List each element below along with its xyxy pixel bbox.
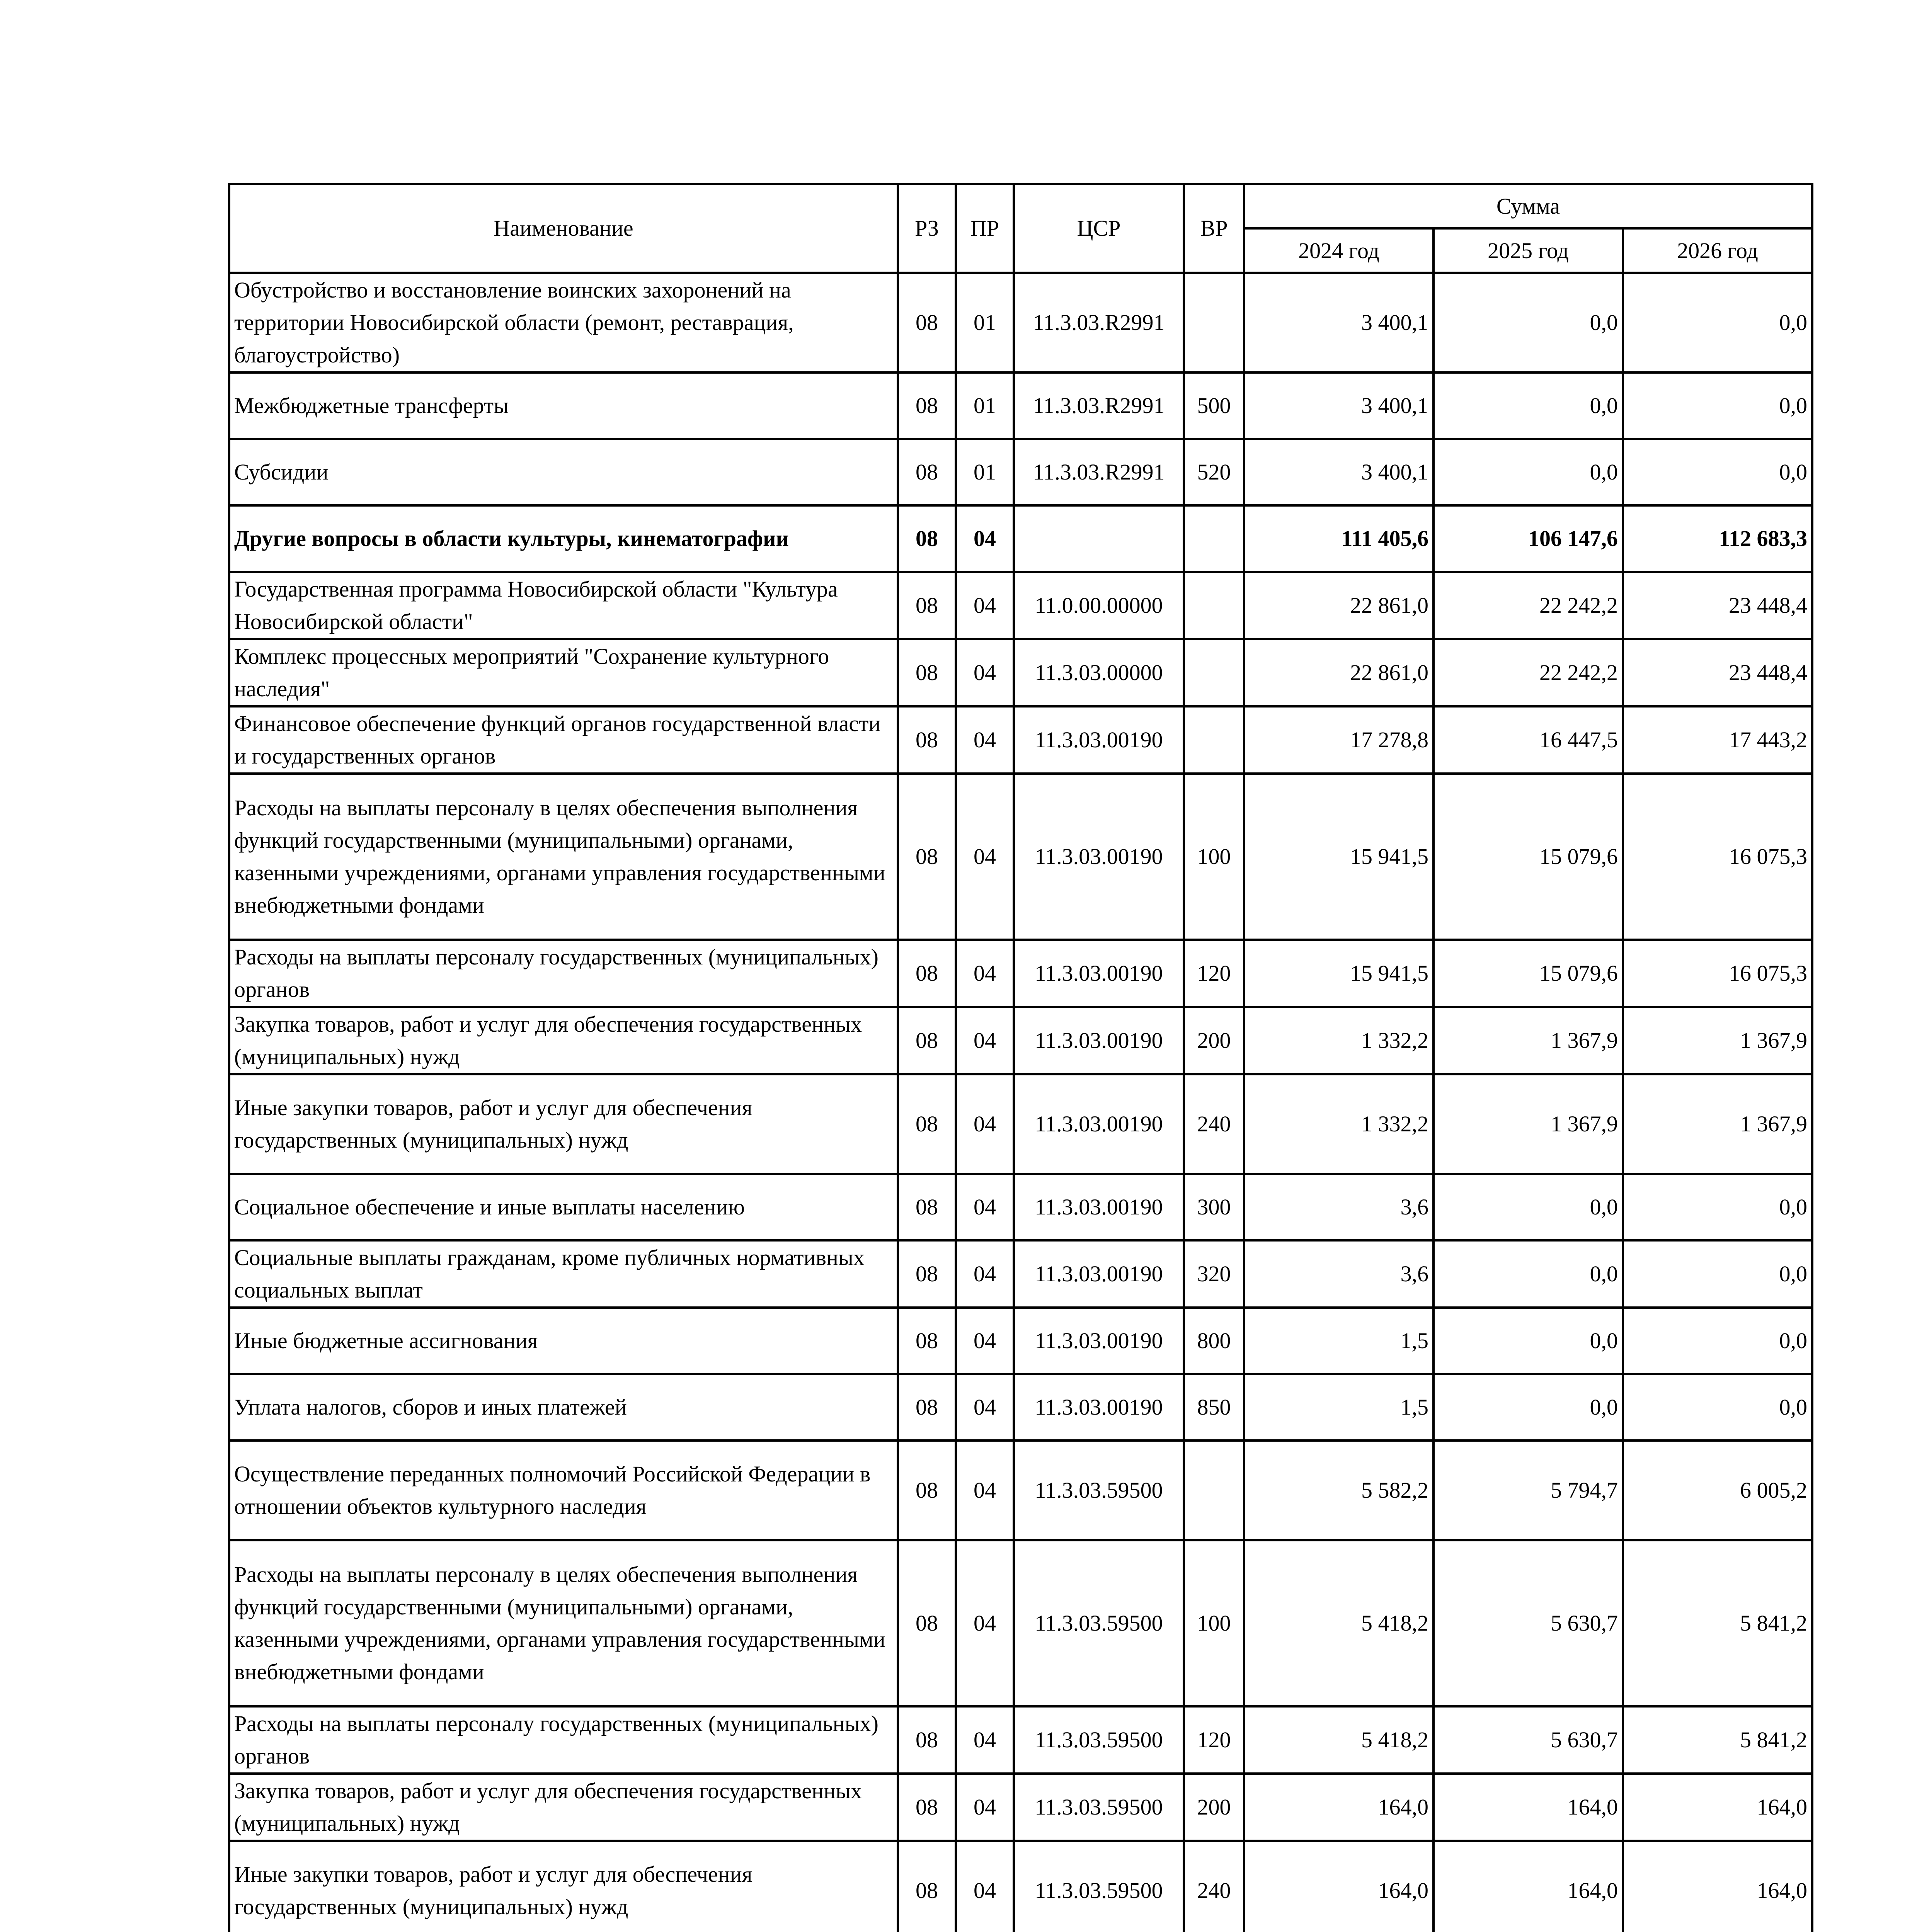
row-vr xyxy=(1184,505,1244,572)
row-vr xyxy=(1184,1440,1244,1540)
row-name: Расходы на выплаты персоналу государственных (муниципальных) органов xyxy=(229,940,898,1007)
row-name: Другие вопросы в области культуры, кинематографии xyxy=(229,505,898,572)
row-csr: 11.3.03.00190 xyxy=(1014,706,1184,774)
row-sum-2025: 0,0 xyxy=(1433,1174,1623,1240)
row-rz: 08 xyxy=(898,1174,956,1240)
row-rz: 08 xyxy=(898,439,956,505)
header-pr: ПР xyxy=(956,184,1014,273)
header-year-2024: 2024 год xyxy=(1244,228,1433,273)
row-sum-2024: 3,6 xyxy=(1244,1240,1433,1308)
row-sum-2024: 15 941,5 xyxy=(1244,940,1433,1007)
row-sum-2026: 164,0 xyxy=(1623,1841,1812,1932)
row-pr: 01 xyxy=(956,439,1014,505)
row-sum-2026: 5 841,2 xyxy=(1623,1540,1812,1706)
row-sum-2025: 22 242,2 xyxy=(1433,639,1623,706)
row-sum-2025: 22 242,2 xyxy=(1433,572,1623,639)
row-rz: 08 xyxy=(898,273,956,372)
row-csr: 11.3.03.00190 xyxy=(1014,1007,1184,1074)
row-csr: 11.3.03.59500 xyxy=(1014,1774,1184,1841)
row-sum-2025: 15 079,6 xyxy=(1433,940,1623,1007)
row-sum-2024: 22 861,0 xyxy=(1244,639,1433,706)
row-sum-2024: 3,6 xyxy=(1244,1174,1433,1240)
table-row xyxy=(229,1706,1812,1774)
row-pr: 04 xyxy=(956,1308,1014,1374)
row-pr: 04 xyxy=(956,1440,1014,1540)
row-sum-2025: 0,0 xyxy=(1433,273,1623,372)
row-vr: 520 xyxy=(1184,439,1244,505)
row-sum-2026: 0,0 xyxy=(1623,1174,1812,1240)
row-rz: 08 xyxy=(898,1841,956,1932)
row-rz: 08 xyxy=(898,1240,956,1308)
row-pr: 04 xyxy=(956,1240,1014,1308)
row-pr: 04 xyxy=(956,774,1014,940)
row-name: Расходы на выплаты персоналу в целях обеспечения выполнения функций государственными (муниципальными) органами, казенными учреждениями, органами управления государственными внебюджетными фондами xyxy=(229,774,898,940)
row-csr: 11.3.03.59500 xyxy=(1014,1540,1184,1706)
row-sum-2024: 111 405,6 xyxy=(1244,505,1433,572)
row-sum-2025: 164,0 xyxy=(1433,1841,1623,1932)
row-rz: 08 xyxy=(898,1074,956,1174)
row-sum-2024: 1,5 xyxy=(1244,1374,1433,1440)
row-pr: 01 xyxy=(956,273,1014,372)
row-csr: 11.3.03.59500 xyxy=(1014,1440,1184,1540)
row-sum-2025: 0,0 xyxy=(1433,1374,1623,1440)
row-sum-2025: 0,0 xyxy=(1433,1240,1623,1308)
row-csr: 11.3.03.R2991 xyxy=(1014,439,1184,505)
row-vr: 120 xyxy=(1184,1706,1244,1774)
row-sum-2026: 1 367,9 xyxy=(1623,1007,1812,1074)
row-sum-2024: 5 418,2 xyxy=(1244,1706,1433,1774)
row-name: Иные бюджетные ассигнования xyxy=(229,1308,898,1374)
row-sum-2024: 3 400,1 xyxy=(1244,439,1433,505)
row-csr: 11.3.03.00190 xyxy=(1014,1240,1184,1308)
row-rz: 08 xyxy=(898,1540,956,1706)
row-name: Закупка товаров, работ и услуг для обеспечения государственных (муниципальных) нужд xyxy=(229,1774,898,1841)
row-rz: 08 xyxy=(898,1308,956,1374)
table-row xyxy=(229,774,1812,940)
table-row xyxy=(229,273,1812,372)
row-pr: 04 xyxy=(956,639,1014,706)
table-row xyxy=(229,940,1812,1007)
row-name: Социальное обеспечение и иные выплаты населению xyxy=(229,1174,898,1240)
row-sum-2024: 5 582,2 xyxy=(1244,1440,1433,1540)
row-csr: 11.3.03.00000 xyxy=(1014,639,1184,706)
row-vr: 320 xyxy=(1184,1240,1244,1308)
row-csr: 11.3.03.00190 xyxy=(1014,1074,1184,1174)
row-name: Комплекс процессных мероприятий "Сохранение культурного наследия" xyxy=(229,639,898,706)
row-vr: 800 xyxy=(1184,1308,1244,1374)
row-name: Социальные выплаты гражданам, кроме публичных нормативных социальных выплат xyxy=(229,1240,898,1308)
row-sum-2025: 1 367,9 xyxy=(1433,1074,1623,1174)
row-sum-2026: 23 448,4 xyxy=(1623,639,1812,706)
row-sum-2026: 0,0 xyxy=(1623,1374,1812,1440)
row-rz: 08 xyxy=(898,1374,956,1440)
row-sum-2024: 17 278,8 xyxy=(1244,706,1433,774)
row-pr: 04 xyxy=(956,1841,1014,1932)
row-vr xyxy=(1184,273,1244,372)
row-name: Финансовое обеспечение функций органов государственной власти и государственных органов xyxy=(229,706,898,774)
row-sum-2024: 164,0 xyxy=(1244,1841,1433,1932)
row-pr: 01 xyxy=(956,372,1014,439)
row-sum-2025: 5 630,7 xyxy=(1433,1540,1623,1706)
row-vr: 850 xyxy=(1184,1374,1244,1440)
table-row xyxy=(229,1540,1812,1706)
header-vr: ВР xyxy=(1184,184,1244,273)
row-sum-2026: 16 075,3 xyxy=(1623,774,1812,940)
table-row xyxy=(229,1007,1812,1074)
table-row xyxy=(229,439,1812,505)
row-rz: 08 xyxy=(898,706,956,774)
row-sum-2025: 5 794,7 xyxy=(1433,1440,1623,1540)
row-sum-2024: 22 861,0 xyxy=(1244,572,1433,639)
row-name: Расходы на выплаты персоналу в целях обеспечения выполнения функций государственными (муниципальными) органами, казенными учреждениями, органами управления государственными внебюджетными фондами xyxy=(229,1540,898,1706)
table-row xyxy=(229,639,1812,706)
row-csr: 11.3.03.00190 xyxy=(1014,1174,1184,1240)
row-name: Иные закупки товаров, работ и услуг для обеспечения государственных (муниципальных) нужд xyxy=(229,1074,898,1174)
row-sum-2024: 3 400,1 xyxy=(1244,273,1433,372)
row-csr: 11.3.03.59500 xyxy=(1014,1841,1184,1932)
budget-table xyxy=(228,183,1813,1932)
row-name: Иные закупки товаров, работ и услуг для обеспечения государственных (муниципальных) нужд xyxy=(229,1841,898,1932)
row-pr: 04 xyxy=(956,505,1014,572)
row-csr: 11.3.03.R2991 xyxy=(1014,372,1184,439)
row-sum-2025: 106 147,6 xyxy=(1433,505,1623,572)
row-csr: 11.3.03.00190 xyxy=(1014,1308,1184,1374)
header-csr: ЦСР xyxy=(1014,184,1184,273)
row-name: Межбюджетные трансферты xyxy=(229,372,898,439)
row-csr: 11.3.03.00190 xyxy=(1014,1374,1184,1440)
row-rz: 08 xyxy=(898,572,956,639)
row-sum-2026: 0,0 xyxy=(1623,372,1812,439)
row-csr: 11.3.03.R2991 xyxy=(1014,273,1184,372)
row-sum-2025: 0,0 xyxy=(1433,1308,1623,1374)
table-row xyxy=(229,1374,1812,1440)
row-pr: 04 xyxy=(956,1174,1014,1240)
row-rz: 08 xyxy=(898,639,956,706)
row-csr: 11.3.03.00190 xyxy=(1014,940,1184,1007)
row-sum-2024: 1 332,2 xyxy=(1244,1074,1433,1174)
row-vr: 500 xyxy=(1184,372,1244,439)
row-pr: 04 xyxy=(956,1540,1014,1706)
row-sum-2024: 164,0 xyxy=(1244,1774,1433,1841)
row-sum-2024: 1,5 xyxy=(1244,1308,1433,1374)
table-row xyxy=(229,1308,1812,1374)
header-rz: РЗ xyxy=(898,184,956,273)
table-row xyxy=(229,1841,1812,1932)
row-name: Расходы на выплаты персоналу государственных (муниципальных) органов xyxy=(229,1706,898,1774)
row-pr: 04 xyxy=(956,1007,1014,1074)
row-sum-2026: 17 443,2 xyxy=(1623,706,1812,774)
row-name: Субсидии xyxy=(229,439,898,505)
row-pr: 04 xyxy=(956,1374,1014,1440)
row-sum-2024: 15 941,5 xyxy=(1244,774,1433,940)
row-rz: 08 xyxy=(898,1007,956,1074)
row-name: Закупка товаров, работ и услуг для обеспечения государственных (муниципальных) нужд xyxy=(229,1007,898,1074)
row-sum-2026: 5 841,2 xyxy=(1623,1706,1812,1774)
row-vr: 200 xyxy=(1184,1007,1244,1074)
row-vr xyxy=(1184,572,1244,639)
table-body xyxy=(229,273,1812,1932)
table-row xyxy=(229,1240,1812,1308)
row-sum-2026: 0,0 xyxy=(1623,1240,1812,1308)
header-sum: Сумма xyxy=(1244,184,1812,228)
row-pr: 04 xyxy=(956,1074,1014,1174)
table-row xyxy=(229,505,1812,572)
row-sum-2026: 16 075,3 xyxy=(1623,940,1812,1007)
row-pr: 04 xyxy=(956,706,1014,774)
row-pr: 04 xyxy=(956,1774,1014,1841)
row-sum-2025: 0,0 xyxy=(1433,439,1623,505)
row-rz: 08 xyxy=(898,940,956,1007)
table-header xyxy=(229,184,1812,273)
row-vr: 300 xyxy=(1184,1174,1244,1240)
row-sum-2026: 6 005,2 xyxy=(1623,1440,1812,1540)
row-name: Уплата налогов, сборов и иных платежей xyxy=(229,1374,898,1440)
row-sum-2024: 1 332,2 xyxy=(1244,1007,1433,1074)
row-name: Обустройство и восстановление воинских захоронений на территории Новосибирской области (ремонт, реставрация, благоустройство) xyxy=(229,273,898,372)
row-vr: 240 xyxy=(1184,1074,1244,1174)
header-year-2026: 2026 год xyxy=(1623,228,1812,273)
header-name: Наименование xyxy=(229,184,898,273)
row-vr: 100 xyxy=(1184,774,1244,940)
row-sum-2026: 112 683,3 xyxy=(1623,505,1812,572)
row-sum-2024: 5 418,2 xyxy=(1244,1540,1433,1706)
row-sum-2025: 5 630,7 xyxy=(1433,1706,1623,1774)
row-name: Осуществление переданных полномочий Российской Федерации в отношении объектов культурного наследия xyxy=(229,1440,898,1540)
table-row xyxy=(229,706,1812,774)
row-vr: 100 xyxy=(1184,1540,1244,1706)
table-row xyxy=(229,1440,1812,1540)
table-row xyxy=(229,1074,1812,1174)
row-rz: 08 xyxy=(898,1706,956,1774)
row-pr: 04 xyxy=(956,572,1014,639)
row-sum-2025: 0,0 xyxy=(1433,372,1623,439)
row-name: Государственная программа Новосибирской области "Культура Новосибирской области" xyxy=(229,572,898,639)
table-row xyxy=(229,372,1812,439)
row-csr: 11.3.03.59500 xyxy=(1014,1706,1184,1774)
row-vr: 200 xyxy=(1184,1774,1244,1841)
row-vr: 120 xyxy=(1184,940,1244,1007)
row-vr xyxy=(1184,706,1244,774)
row-rz: 08 xyxy=(898,774,956,940)
row-sum-2026: 164,0 xyxy=(1623,1774,1812,1841)
row-pr: 04 xyxy=(956,1706,1014,1774)
row-vr: 240 xyxy=(1184,1841,1244,1932)
row-pr: 04 xyxy=(956,940,1014,1007)
row-sum-2026: 23 448,4 xyxy=(1623,572,1812,639)
row-sum-2024: 3 400,1 xyxy=(1244,372,1433,439)
header-year-2025: 2025 год xyxy=(1433,228,1623,273)
row-rz: 08 xyxy=(898,372,956,439)
row-csr xyxy=(1014,505,1184,572)
row-sum-2025: 15 079,6 xyxy=(1433,774,1623,940)
row-rz: 08 xyxy=(898,505,956,572)
table-row xyxy=(229,1174,1812,1240)
row-vr xyxy=(1184,639,1244,706)
row-csr: 11.0.00.00000 xyxy=(1014,572,1184,639)
row-sum-2026: 1 367,9 xyxy=(1623,1074,1812,1174)
row-sum-2025: 16 447,5 xyxy=(1433,706,1623,774)
table-row xyxy=(229,1774,1812,1841)
table-row xyxy=(229,572,1812,639)
row-sum-2026: 0,0 xyxy=(1623,439,1812,505)
row-csr: 11.3.03.00190 xyxy=(1014,774,1184,940)
row-rz: 08 xyxy=(898,1440,956,1540)
row-sum-2025: 164,0 xyxy=(1433,1774,1623,1841)
row-sum-2026: 0,0 xyxy=(1623,1308,1812,1374)
row-sum-2026: 0,0 xyxy=(1623,273,1812,372)
row-rz: 08 xyxy=(898,1774,956,1841)
row-sum-2025: 1 367,9 xyxy=(1433,1007,1623,1074)
